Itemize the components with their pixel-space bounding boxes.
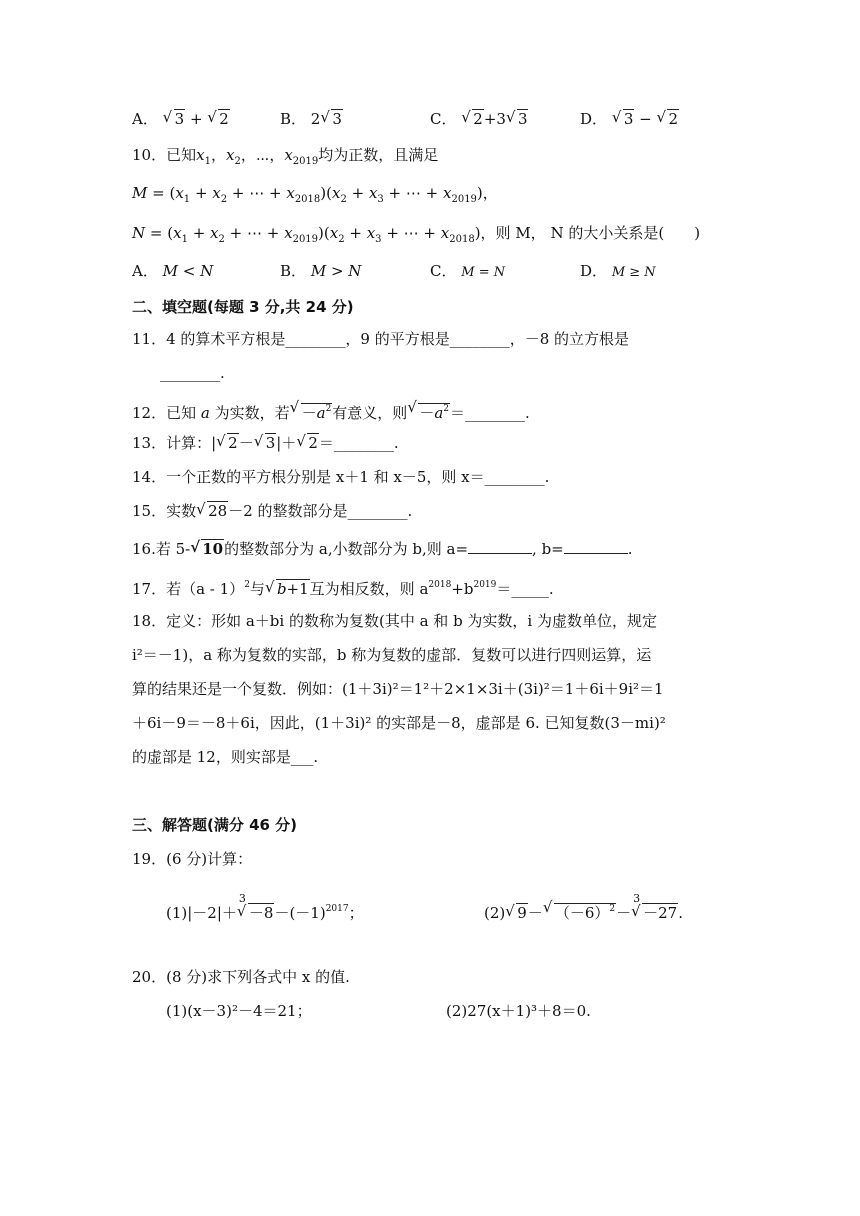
q10-option-a [132, 260, 213, 281]
option-label: A． [132, 262, 158, 280]
sqrt-3: √ 3 [613, 110, 635, 128]
question-number: 10． [132, 146, 167, 164]
q13-text: － [238, 434, 254, 452]
q18-line3: 算的结果还是一个复数．例如：(1＋3i)²＝1²＋2×1×3i＋(3i)²＝1＋6i＋9i²＝1 [132, 680, 664, 698]
q15-text: －2 的整数部分是________. [228, 502, 413, 520]
option-label: A． [132, 110, 158, 128]
sqrt-3: √ 3 [507, 110, 529, 128]
q17-text: ＝_____. [496, 580, 554, 598]
q19-text: － [616, 904, 632, 922]
q18-line5: 的虚部是 12，则实部是___. [132, 748, 319, 766]
sqrt-3: √ 3 [255, 432, 277, 454]
q10-text: 已知 [166, 146, 197, 164]
q12-text: ＝________. [450, 404, 530, 422]
sqrt-3: √ 3 [164, 110, 186, 128]
q10-option-c [430, 260, 505, 281]
q19-part-1: (1)|－2|＋ 3 √ $-8-(-1)^{2017}$； [166, 898, 364, 924]
sqrt-2: √ 2 [462, 110, 484, 128]
q18-line1: 18．定义：形如 a＋bi 的数称为复数(其中 a 和 b 为实数，i 为虚数单位，规定 [132, 612, 658, 630]
blank-b [564, 539, 628, 554]
q19-text: ； [348, 904, 364, 922]
q19-header: 19．(6 分)计算： [132, 850, 253, 868]
q10-option-b [280, 260, 361, 281]
q10-n-expression: $N = (x_1 + x_2$ + ⋯ + $x_{2019})(x_2 + x_3$ + ⋯ + $x_{2018}$)，则 M， N 的大小关系是( ) [132, 224, 701, 245]
section-3-title: 三、解答题(满分 46 分) [132, 816, 298, 834]
q15 [132, 500, 412, 522]
q19-text: (2) [484, 904, 506, 922]
q17-text: +b [451, 580, 474, 598]
q13-text: 13．计算：| [132, 434, 217, 452]
sqrt-neg-a-squared: √ $-a^2$ [408, 398, 450, 424]
sqrt-2: √ 2 [208, 110, 230, 128]
q16-text: 的整数部分为 a,小数部分为 b,则 a= [224, 540, 469, 558]
option-label: C． [430, 262, 457, 280]
q20-part-1: (1)(x－3)²－4＝21； [166, 1002, 312, 1020]
q14-text: 14．一个正数的平方根分别是 x＋1 和 x－5，则 x＝________. [132, 468, 550, 486]
q17: 17．若（a - 1）$^2$与√ b+1互为相反数，则 $a^{2018}+b^{2019}=\_\_\_\_\_$. [132, 574, 554, 600]
q19-text: － [527, 904, 543, 922]
q13 [132, 432, 399, 454]
q18-line4: ＋6i－9＝－8＋6i，因此，(1＋3i)² 的实部是－8，虚部是 6. 已知复数(3－mi)² [132, 714, 666, 732]
q12: 12．已知 a 为实数，若√ $-a^2$有意义，则√ $-a^2=\_\_\_\_\_\_\_\_$. [132, 398, 530, 424]
q9-option-c: C． √ 2+3√ 3 [430, 108, 528, 129]
q20-header: 20．(8 分)求下列各式中 x 的值. [132, 968, 350, 986]
q11-blank: ________. [160, 364, 225, 382]
q17-text: 17．若（a - 1） [132, 580, 245, 598]
q11-text: 11．4 的算术平方根是________，9 的平方根是________，－8 的立方根是 [132, 330, 630, 348]
option-label: B． [280, 262, 307, 280]
q16-text: , b= [532, 540, 564, 558]
q19-text: . [678, 904, 683, 922]
option-expr: M > N [310, 262, 362, 280]
q14 [132, 466, 549, 488]
q12-text: 为实数，若 [209, 404, 290, 422]
option-label: D． [580, 110, 608, 128]
sqrt-neg6-squared: √ $(-6)^2$ [544, 898, 616, 924]
q19-text: －(－1) [274, 904, 326, 922]
option-expr: M < N [162, 262, 214, 280]
sqrt-28: √ 28 [197, 500, 228, 522]
q17-text: 互为相反数，则 a [309, 580, 429, 598]
option-label: C． [430, 110, 457, 128]
sqrt-b-plus-1: √ b+1 [266, 578, 310, 600]
cube-root-neg-27: 3 √ －27 [631, 902, 678, 924]
sqrt-neg-a-squared: √ $-a^2$ [291, 398, 333, 424]
sqrt-9: √ 9 [506, 902, 528, 924]
sqrt-3: √ 3 [321, 110, 343, 128]
q10-question-tail: ，则 M， N 的大小关系是( ) [480, 224, 701, 242]
q13-text: |＋ [276, 434, 297, 452]
q16-text: . [627, 540, 633, 558]
q20-part-2: (2)27(x＋1)³＋8＝0. [446, 1002, 591, 1020]
q17-text: 与 [249, 580, 265, 598]
q11-continued [160, 362, 225, 384]
q18-line2: i²＝－1)，a 称为复数的实部，b 称为复数的虚部．复数可以进行四则运算，运 [132, 646, 652, 664]
q10-option-d [580, 260, 656, 281]
q16 [132, 538, 633, 560]
q12-text: 有意义，则 [332, 404, 408, 422]
cube-root-neg-8: 3 √ －8 [237, 902, 275, 924]
option-expr: M = N [461, 265, 506, 280]
q9-option-d: D． √ 3 − √ 2 [580, 108, 679, 129]
sqrt-2: √ 2 [297, 432, 319, 454]
q16-text: 16.若 5- [132, 540, 191, 558]
q9-option-b: B． 2√ 3 [280, 108, 343, 129]
q10-m-expression: $M = (x_1 + x_2$ + ⋯ + $x_{2018})(x_2 + x_3$ + ⋯ + $x_{2019}$)， [132, 184, 498, 205]
q19-part-2 [484, 892, 683, 924]
q12-text: 12．已知 [132, 404, 201, 422]
option-label: B． [280, 110, 307, 128]
section-2-title: 二、填空题(每题 3 分,共 24 分) [132, 298, 354, 316]
option-expr: M ≥ N [611, 265, 656, 280]
option-label: D． [580, 262, 608, 280]
sqrt-2: √ 2 [217, 432, 239, 454]
q11 [132, 328, 629, 350]
q19-text: (1)|－2|＋ [166, 904, 237, 922]
blank-a [468, 539, 532, 554]
q10-line1: 10．已知$x_1$，$x_2$，⋯，$x_{2019}$均为正数，且满足 [132, 146, 439, 167]
sqrt-10: √ 10 [191, 538, 224, 560]
q10-text: 均为正数，且满足 [318, 146, 439, 164]
sqrt-2: √ 2 [657, 110, 679, 128]
q15-text: 15．实数 [132, 502, 197, 520]
q13-text: ＝________. [318, 434, 399, 452]
q9-option-a: A． √ 3 + √ 2 [132, 108, 230, 129]
